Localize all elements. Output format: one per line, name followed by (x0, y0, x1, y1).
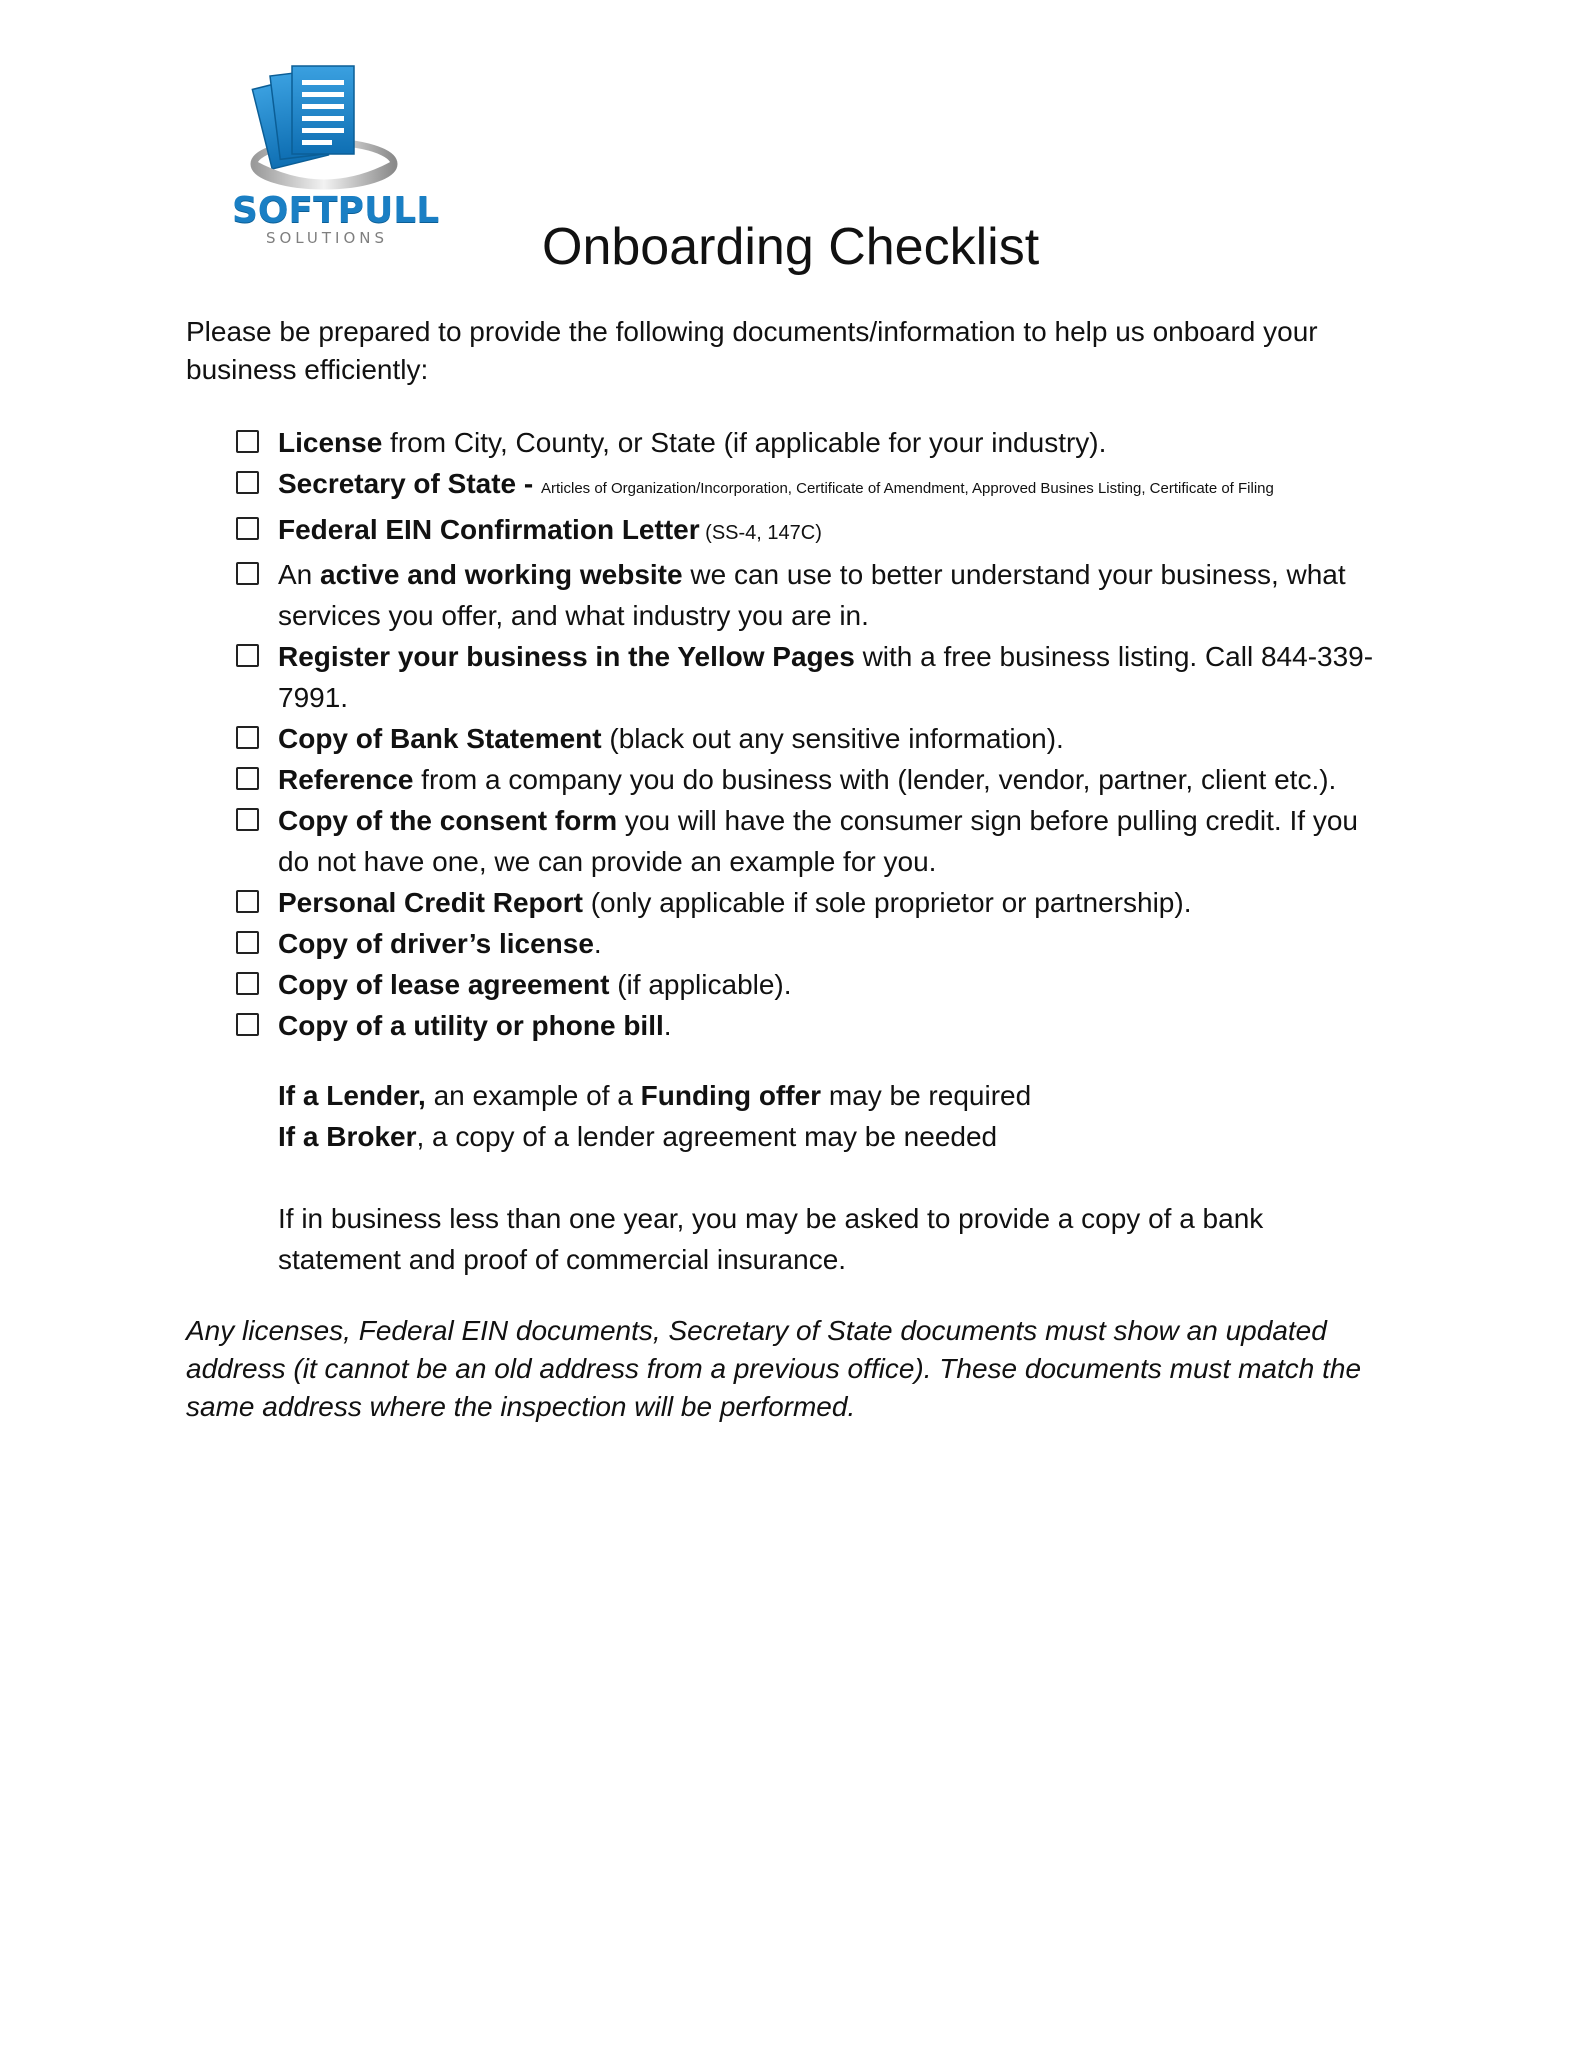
checkbox[interactable] (236, 644, 259, 667)
checklist-item-reference (234, 759, 1384, 800)
checkbox[interactable] (236, 1013, 259, 1036)
checklist-item-federal-ein (234, 509, 1384, 554)
checkbox[interactable] (236, 767, 259, 790)
item-text: (black out any sensitive information). (601, 723, 1064, 754)
spacer (278, 1157, 1378, 1198)
checklist-item-yellow-pages (234, 636, 1384, 718)
page-title: Onboarding Checklist (542, 218, 1040, 276)
checklist-item-drivers-license (234, 923, 1384, 964)
item-text: you will have the consumer sign before pulling credit. If you do not have one, we can provide an example for you. (278, 805, 1358, 877)
checkbox[interactable] (236, 726, 259, 749)
checkbox[interactable] (236, 430, 259, 453)
document-stack-icon (232, 62, 422, 192)
broker-note (278, 1116, 1378, 1157)
item-title: Register your business in the Yellow Pages (278, 641, 855, 672)
item-text: (only applicable if sole proprietor or partnership). (582, 887, 1192, 918)
item-prefix: An (278, 559, 321, 590)
checklist-item-license (234, 422, 1384, 463)
item-title: active and working website (320, 559, 683, 590)
softpull-logo (232, 62, 440, 262)
checkbox[interactable] (236, 931, 259, 954)
item-title: Copy of a utility or phone bill (278, 1010, 664, 1041)
intro-paragraph: Please be prepared to provide the following documents/information to help us onboard your business efficiently: (186, 316, 1318, 385)
funding-offer-label: Funding offer (640, 1080, 822, 1111)
broker-label: If a Broker (278, 1121, 417, 1152)
checkbox[interactable] (236, 471, 259, 494)
item-text: . (593, 928, 602, 959)
item-title: Reference (278, 764, 414, 795)
item-title: Personal Credit Report (278, 887, 583, 918)
checklist-item-bank-statement (234, 718, 1384, 759)
item-title: Copy of the consent form (278, 805, 618, 836)
item-text: . (663, 1010, 672, 1041)
lender-text: an example of a (425, 1080, 641, 1111)
item-title: Copy of lease agreement (278, 969, 610, 1000)
checkbox[interactable] (236, 972, 259, 995)
item-text: from City, County, or State (if applicable for your industry). (382, 427, 1107, 458)
item-title: Federal EIN Confirmation Letter (278, 514, 700, 545)
checklist-item-secretary-of-state (234, 463, 1384, 509)
item-title: Copy of Bank Statement (278, 723, 602, 754)
logo-wordmark: SOFTPULL (232, 190, 440, 231)
checklist (234, 422, 1384, 1046)
lender-note (278, 1075, 1378, 1116)
lender-label: If a Lender, (278, 1080, 426, 1111)
checklist-item-lease-agreement (234, 964, 1384, 1005)
item-title: Secretary of State - (278, 468, 541, 499)
checklist-item-utility-bill (234, 1005, 1384, 1046)
new-business-note: If in business less than one year, you may be asked to provide a copy of a bank statement and proof of commercial insurance. (278, 1203, 1264, 1275)
item-text: with a free business listing. Call 844-339-7991. (278, 641, 1374, 713)
item-text: (SS-4, 147C) (699, 522, 822, 544)
item-title: License (278, 427, 383, 458)
item-title: Copy of driver’s license (278, 928, 594, 959)
checkbox[interactable] (236, 808, 259, 831)
item-text: we can use to better understand your business, what services you offer, and what industry you are in. (278, 559, 1346, 631)
logo-subtitle: SOLUTIONS (265, 229, 389, 247)
notes-section (278, 1075, 1378, 1280)
broker-text: , a copy of a lender agreement may be needed (416, 1121, 998, 1152)
checkbox[interactable] (236, 562, 259, 585)
checkbox[interactable] (236, 890, 259, 913)
checkbox[interactable] (236, 517, 259, 540)
item-text: Articles of Organization/Incorporation, Certificate of Amendment, Approved Busines Listing, Certificate of Filing (541, 480, 1274, 497)
checklist-item-credit-report (234, 882, 1384, 923)
item-text: (if applicable). (609, 969, 792, 1000)
checklist-item-consent-form (234, 800, 1384, 882)
address-requirement-note: Any licenses, Federal EIN documents, Secretary of State documents must show an updated address (it cannot be an old address from a previous office). These documents must match the same address where the inspection will be performed. (186, 1315, 1362, 1422)
lender-text-end: may be required (821, 1080, 1032, 1111)
item-text: from a company you do business with (lender, vendor, partner, client etc.). (413, 764, 1337, 795)
checklist-item-website (234, 554, 1384, 636)
